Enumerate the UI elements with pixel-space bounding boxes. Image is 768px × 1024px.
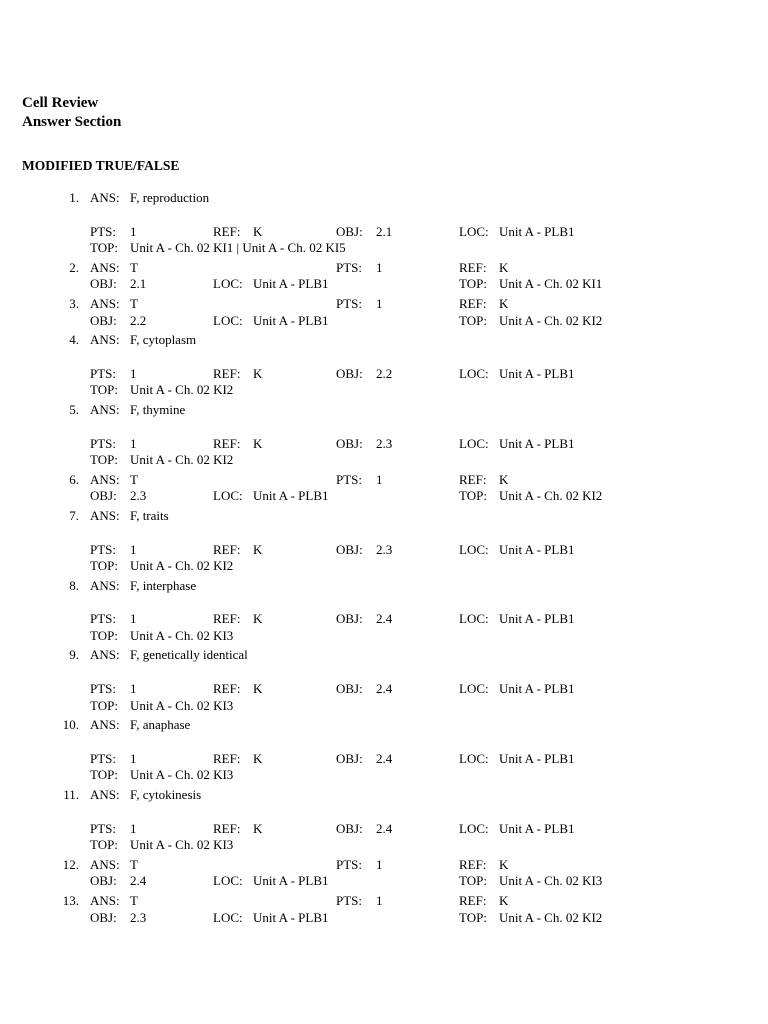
obj-value: 2.2 [376, 365, 393, 381]
ans-value: T [130, 856, 138, 872]
ans-value: T [130, 893, 138, 908]
answer-line [0, 332, 768, 349]
pts-label: PTS: [90, 820, 117, 836]
obj-label: OBJ: [336, 223, 363, 239]
topic-line [0, 452, 768, 469]
obj-label: OBJ: [336, 541, 363, 557]
top-label: TOP: [459, 276, 487, 292]
top-label: TOP: [459, 873, 487, 889]
ans-value: F, genetically identical [130, 647, 248, 663]
ans-label: ANS: [90, 647, 120, 663]
ref-label: REF: [213, 365, 241, 381]
ans-value: T [130, 471, 138, 487]
ref-label: REF: [213, 435, 241, 451]
loc-label: LOC: [213, 909, 243, 925]
loc-value: Unit A - PLB1 [499, 435, 575, 451]
answer-item [0, 472, 768, 508]
item-number: 5. [69, 401, 79, 417]
top-value: Unit A - Ch. 02 KI2 [499, 909, 603, 925]
answer-line [0, 893, 768, 910]
pts-value: 1 [130, 820, 137, 836]
answer-item [0, 717, 768, 787]
ans-label: ANS: [90, 856, 120, 872]
answer-line [0, 296, 768, 313]
ref-value: K [499, 295, 509, 311]
pts-label: PTS: [90, 223, 117, 239]
meta-line [0, 910, 768, 927]
top-value: Unit A - Ch. 02 KI2 [499, 488, 603, 504]
meta-line [0, 681, 768, 698]
pts-label: PTS: [336, 856, 363, 872]
top-label: TOP: [90, 382, 118, 398]
loc-value: Unit A - PLB1 [499, 365, 575, 381]
obj-label: OBJ: [336, 820, 363, 836]
item-number: 8. [69, 577, 79, 593]
pts-value: 1 [130, 435, 137, 451]
loc-label: LOC: [213, 312, 243, 328]
loc-value: Unit A - PLB1 [253, 909, 329, 925]
loc-value: Unit A - PLB1 [499, 223, 575, 239]
ans-value: T [130, 295, 138, 311]
ans-value: F, cytoplasm [130, 332, 197, 348]
ref-value: K [253, 611, 263, 627]
meta-line [0, 313, 768, 330]
loc-label: LOC: [213, 873, 243, 889]
ans-label: ANS: [90, 471, 120, 487]
loc-value: Unit A - PLB1 [499, 541, 575, 557]
ref-label: REF: [459, 471, 487, 487]
item-number: 2. [69, 259, 79, 275]
meta-line [0, 821, 768, 838]
item-number: 13. [62, 893, 79, 908]
answer-item [0, 332, 768, 402]
ref-label: REF: [459, 295, 487, 311]
topic-line [0, 837, 768, 854]
pts-value: 1 [376, 893, 383, 908]
top-label: TOP: [90, 697, 118, 713]
document-subtitle: Answer Section [22, 114, 122, 130]
answer-item [0, 190, 768, 260]
document-title: Cell Review [22, 95, 99, 111]
ref-value: K [253, 820, 263, 836]
obj-value: 2.4 [376, 820, 393, 836]
ans-label: ANS: [90, 295, 120, 311]
obj-label: OBJ: [336, 750, 363, 766]
ref-value: K [253, 681, 263, 697]
ref-value: K [499, 893, 509, 908]
loc-value: Unit A - PLB1 [499, 611, 575, 627]
obj-label: OBJ: [336, 365, 363, 381]
obj-value: 2.4 [376, 611, 393, 627]
loc-value: Unit A - PLB1 [253, 488, 329, 504]
answer-line [0, 787, 768, 804]
top-value: Unit A - Ch. 02 KI2 [130, 452, 234, 468]
item-number: 6. [69, 471, 79, 487]
answer-item [0, 787, 768, 857]
loc-value: Unit A - PLB1 [253, 312, 329, 328]
topic-line [0, 558, 768, 575]
top-label: TOP: [90, 837, 118, 853]
top-label: TOP: [90, 452, 118, 468]
pts-value: 1 [376, 259, 383, 275]
ref-label: REF: [213, 223, 241, 239]
pts-value: 1 [130, 750, 137, 766]
ref-label: REF: [459, 893, 487, 908]
pts-value: 1 [130, 365, 137, 381]
answer-line [0, 578, 768, 595]
pts-value: 1 [376, 856, 383, 872]
loc-value: Unit A - PLB1 [499, 750, 575, 766]
top-value: Unit A - Ch. 02 KI2 [130, 382, 234, 398]
obj-value: 2.3 [376, 435, 393, 451]
ans-value: F, traits [130, 507, 169, 523]
item-number: 11. [63, 787, 79, 803]
top-label: TOP: [459, 312, 487, 328]
loc-value: Unit A - PLB1 [253, 276, 329, 292]
meta-line [0, 873, 768, 890]
ans-label: ANS: [90, 401, 120, 417]
pts-label: PTS: [336, 259, 363, 275]
top-value: Unit A - Ch. 02 KI1 [499, 276, 603, 292]
item-number: 12. [62, 856, 79, 872]
meta-line [0, 542, 768, 559]
document-title-block [22, 94, 121, 132]
item-number: 3. [69, 295, 79, 311]
answer-item [0, 647, 768, 717]
meta-line [0, 488, 768, 505]
obj-value: 2.1 [376, 223, 393, 239]
pts-value: 1 [376, 471, 383, 487]
ref-label: REF: [213, 611, 241, 627]
ans-value: F, cytokinesis [130, 787, 202, 803]
ans-value: T [130, 259, 138, 275]
answer-line [0, 190, 768, 207]
topic-line [0, 240, 768, 257]
ans-label: ANS: [90, 507, 120, 523]
top-label: TOP: [90, 558, 118, 574]
obj-value: 2.1 [130, 276, 147, 292]
obj-value: 2.4 [376, 750, 393, 766]
pts-value: 1 [130, 611, 137, 627]
top-value: Unit A - Ch. 02 KI2 [130, 558, 234, 574]
loc-label: LOC: [459, 365, 489, 381]
obj-value: 2.4 [130, 873, 147, 889]
top-value: Unit A - Ch. 02 KI3 [130, 837, 234, 853]
item-number: 1. [69, 190, 79, 205]
obj-label: OBJ: [336, 435, 363, 451]
top-label: TOP: [459, 488, 487, 504]
loc-label: LOC: [459, 750, 489, 766]
obj-label: OBJ: [336, 681, 363, 697]
ref-label: REF: [213, 681, 241, 697]
obj-label: OBJ: [336, 611, 363, 627]
answer-line [0, 472, 768, 489]
loc-label: LOC: [213, 488, 243, 504]
obj-label: OBJ: [90, 276, 117, 292]
ans-label: ANS: [90, 717, 120, 733]
ref-label: REF: [213, 750, 241, 766]
item-number: 10. [62, 717, 79, 733]
ref-value: K [499, 856, 509, 872]
answer-item [0, 508, 768, 578]
answer-line [0, 260, 768, 277]
top-value: Unit A - Ch. 02 KI2 [499, 312, 603, 328]
ref-label: REF: [459, 856, 487, 872]
obj-label: OBJ: [90, 488, 117, 504]
answer-item [0, 578, 768, 648]
top-label: TOP: [90, 627, 118, 643]
topic-line [0, 698, 768, 715]
loc-label: LOC: [459, 223, 489, 239]
ref-value: K [253, 223, 263, 239]
ans-label: ANS: [90, 332, 120, 348]
pts-value: 1 [130, 541, 137, 557]
meta-line [0, 224, 768, 241]
ans-label: ANS: [90, 787, 120, 803]
pts-value: 1 [130, 681, 137, 697]
answer-line [0, 402, 768, 419]
top-value: Unit A - Ch. 02 KI3 [130, 627, 234, 643]
meta-line [0, 611, 768, 628]
answer-line [0, 857, 768, 874]
answer-line [0, 717, 768, 734]
top-label: TOP: [90, 240, 118, 256]
pts-label: PTS: [336, 295, 363, 311]
pts-label: PTS: [90, 365, 117, 381]
topic-line [0, 628, 768, 645]
ref-value: K [499, 259, 509, 275]
ref-label: REF: [213, 541, 241, 557]
answer-item [0, 296, 768, 332]
ref-value: K [253, 365, 263, 381]
pts-label: PTS: [90, 611, 117, 627]
ans-label: ANS: [90, 190, 120, 205]
topic-line [0, 382, 768, 399]
meta-line [0, 751, 768, 768]
ans-value: F, interphase [130, 577, 197, 593]
answer-item [0, 893, 768, 929]
pts-label: PTS: [336, 893, 363, 908]
ans-value: F, anaphase [130, 717, 191, 733]
pts-value: 1 [376, 295, 383, 311]
pts-value: 1 [130, 223, 137, 239]
top-value: Unit A - Ch. 02 KI3 [499, 873, 603, 889]
loc-label: LOC: [459, 435, 489, 451]
obj-label: OBJ: [90, 873, 117, 889]
answer-item [0, 260, 768, 296]
obj-value: 2.3 [376, 541, 393, 557]
item-number: 9. [69, 647, 79, 663]
top-label: TOP: [90, 767, 118, 783]
obj-label: OBJ: [90, 312, 117, 328]
top-value: Unit A - Ch. 02 KI3 [130, 697, 234, 713]
loc-label: LOC: [213, 276, 243, 292]
ans-value: F, thymine [130, 401, 186, 417]
obj-value: 2.2 [130, 312, 147, 328]
ans-label: ANS: [90, 893, 120, 908]
ans-label: ANS: [90, 577, 120, 593]
item-number: 7. [69, 507, 79, 523]
meta-line [0, 276, 768, 293]
ref-value: K [499, 471, 509, 487]
loc-label: LOC: [459, 611, 489, 627]
answer-line [0, 508, 768, 525]
topic-line [0, 767, 768, 784]
ans-value: F, reproduction [130, 190, 210, 205]
item-number: 4. [69, 332, 79, 348]
pts-label: PTS: [90, 541, 117, 557]
loc-label: LOC: [459, 541, 489, 557]
obj-value: 2.3 [130, 909, 147, 925]
loc-value: Unit A - PLB1 [253, 873, 329, 889]
loc-label: LOC: [459, 820, 489, 836]
pts-label: PTS: [336, 471, 363, 487]
meta-line [0, 436, 768, 453]
top-value: Unit A - Ch. 02 KI1 | Unit A - Ch. 02 KI5 [130, 240, 346, 256]
top-value: Unit A - Ch. 02 KI3 [130, 767, 234, 783]
obj-value: 2.4 [376, 681, 393, 697]
obj-label: OBJ: [90, 909, 117, 925]
top-label: TOP: [459, 909, 487, 925]
pts-label: PTS: [90, 681, 117, 697]
ref-value: K [253, 750, 263, 766]
ref-label: REF: [213, 820, 241, 836]
answer-item [0, 857, 768, 893]
meta-line [0, 366, 768, 383]
ref-label: REF: [459, 259, 487, 275]
loc-value: Unit A - PLB1 [499, 681, 575, 697]
answer-item [0, 402, 768, 472]
pts-label: PTS: [90, 750, 117, 766]
answer-list [0, 190, 768, 929]
obj-value: 2.3 [130, 488, 147, 504]
pts-label: PTS: [90, 435, 117, 451]
ref-value: K [253, 541, 263, 557]
loc-label: LOC: [459, 681, 489, 697]
ans-label: ANS: [90, 259, 120, 275]
section-title: MODIFIED TRUE/FALSE [22, 158, 180, 173]
answer-line [0, 647, 768, 664]
ref-value: K [253, 435, 263, 451]
loc-value: Unit A - PLB1 [499, 820, 575, 836]
